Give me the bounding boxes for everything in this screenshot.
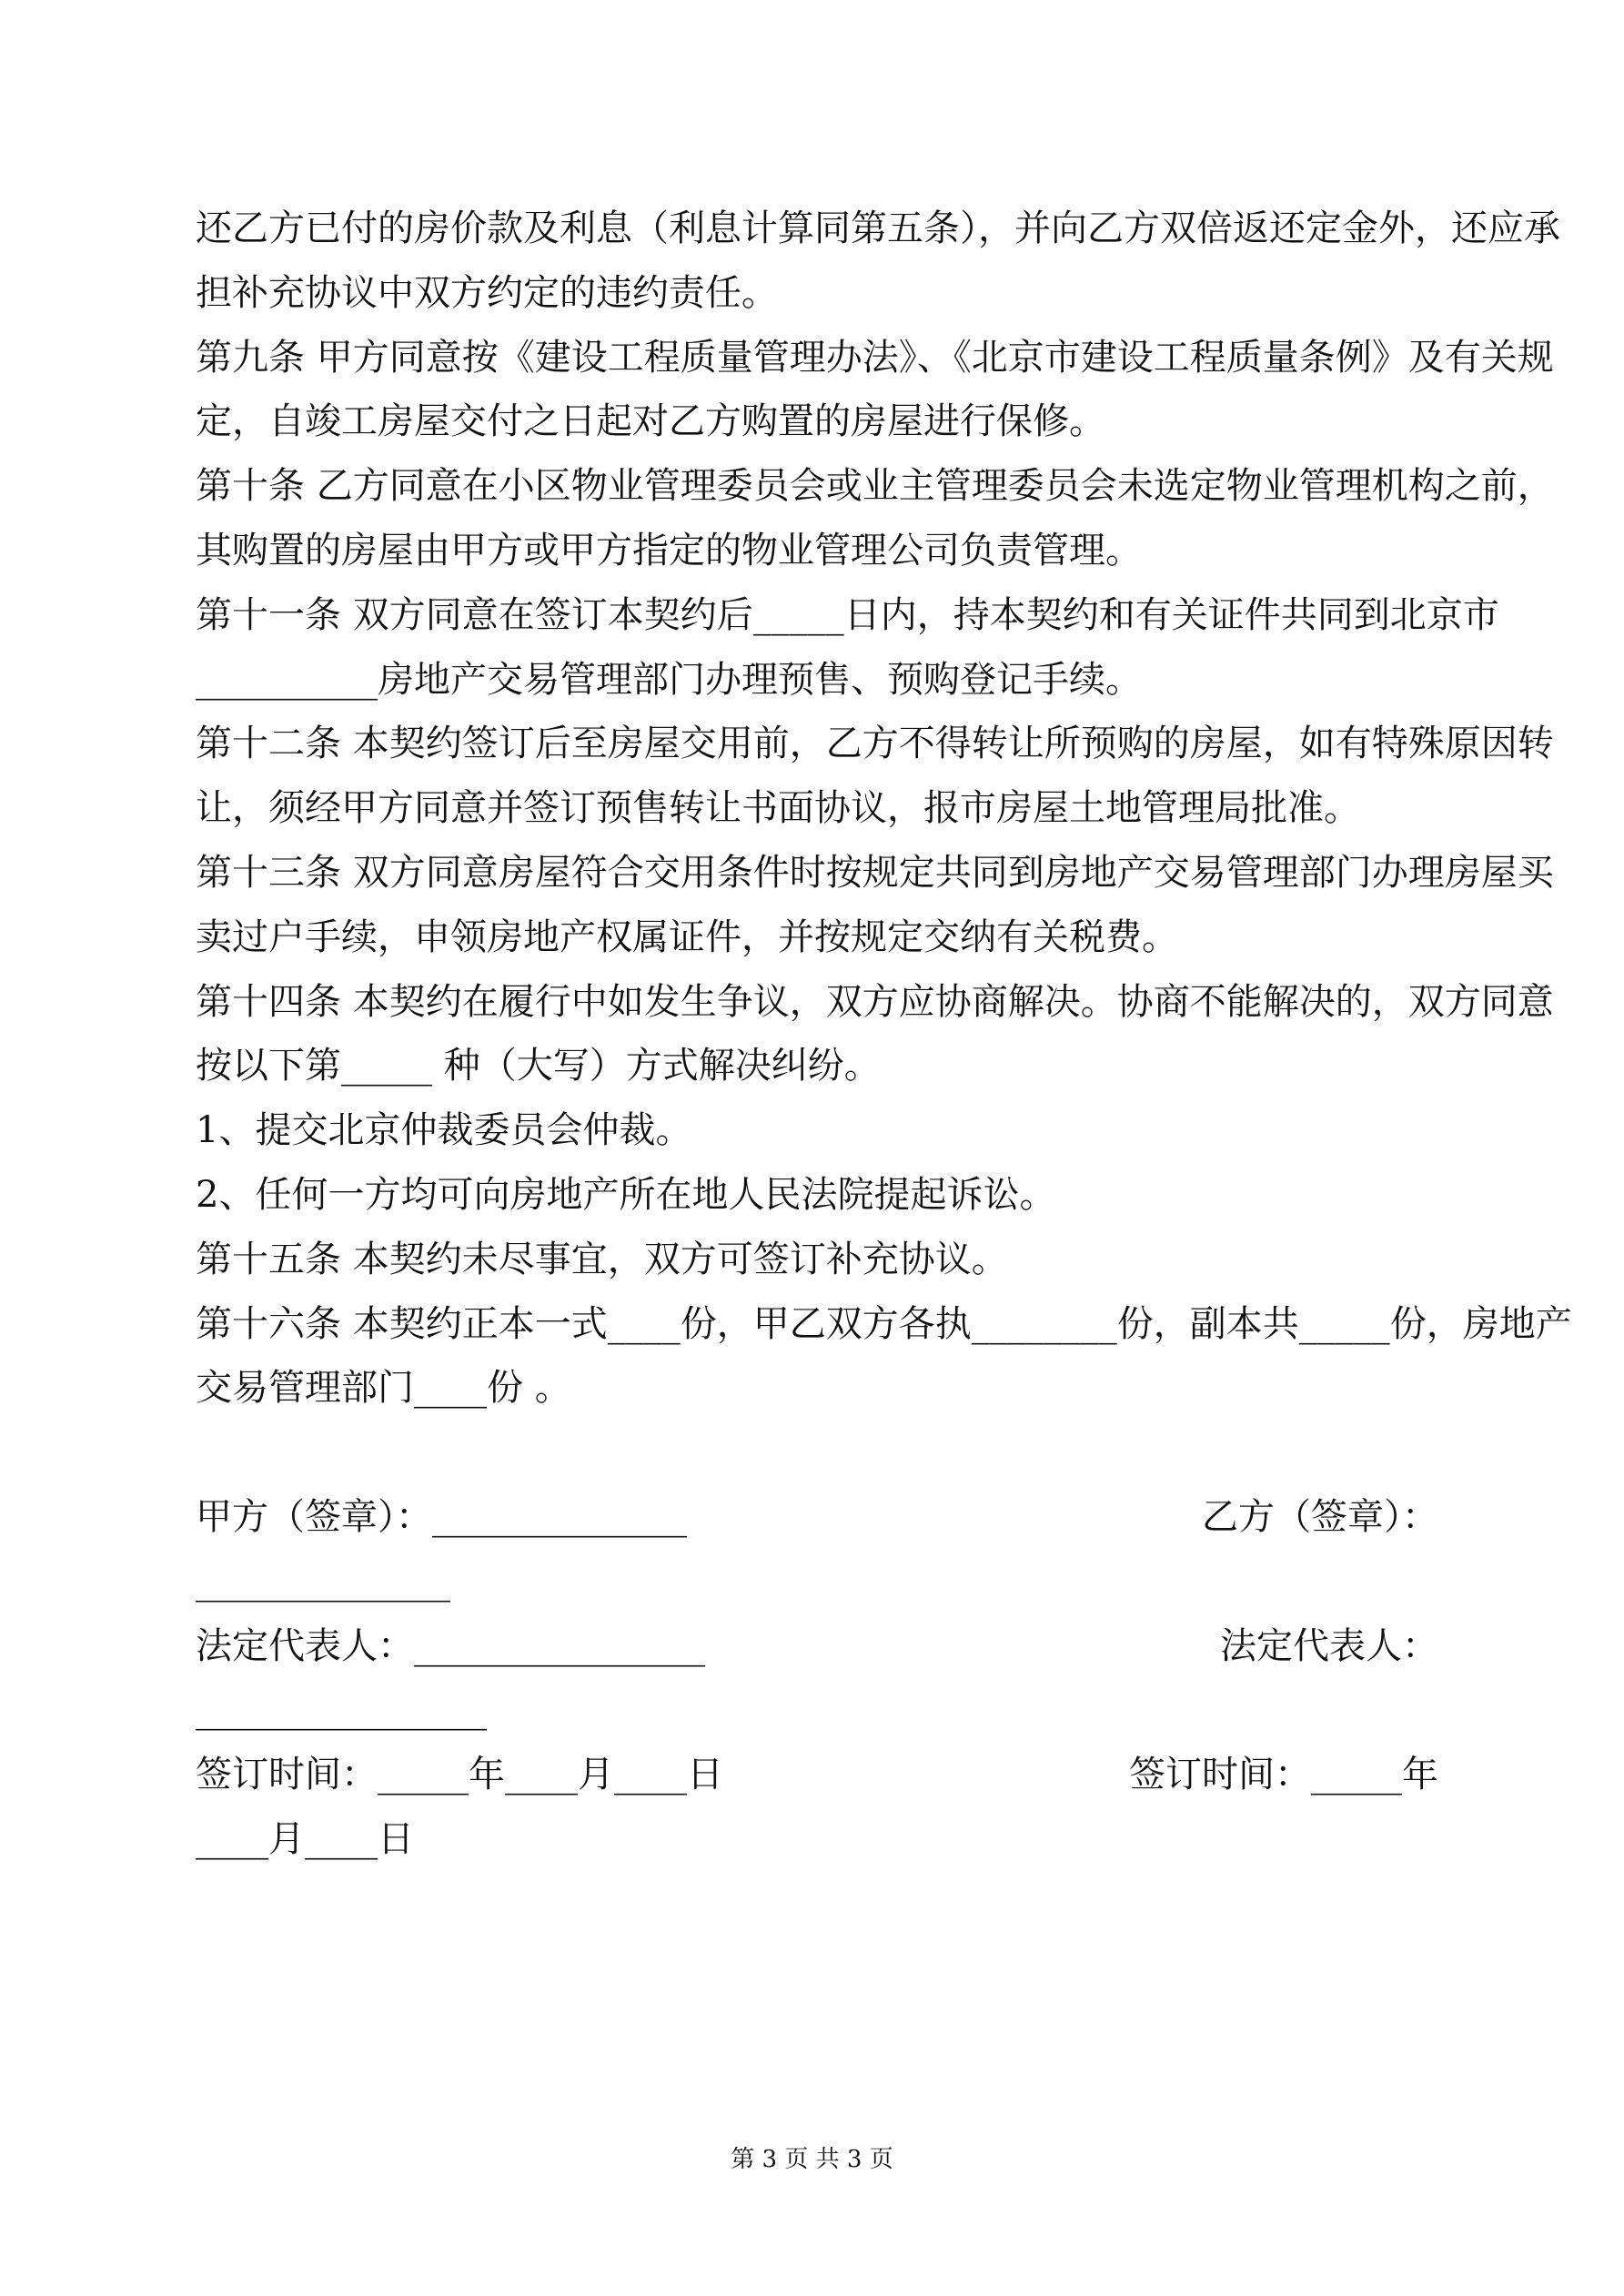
clause-line: 第十六条 本契约正本一式____份，甲乙双方各执________份，副本共_____份，房地产: [196, 1302, 1572, 1345]
party-a-seal: 甲方（签章）：______________: [196, 1495, 687, 1538]
clause-line: 担补充协议中双方约定的违约责任。: [196, 271, 778, 314]
party-b-representative-blank: ________________: [196, 1689, 487, 1732]
signing-date-row: [196, 1743, 1438, 1807]
party-b-representative: 法定代表人：: [1220, 1624, 1438, 1667]
clause-line: 卖过户手续，申领房地产权属证件，并按规定交纳有关税费。: [196, 915, 1178, 958]
clause-line: 第十五条 本契约未尽事宜，双方可签订补充协议。: [196, 1238, 1008, 1280]
party-b-signing-date-cont: ____月____日: [196, 1817, 414, 1860]
clause-line: 1、提交北京仲裁委员会仲裁。: [196, 1109, 692, 1152]
clause-line: 2、任何一方均可向房地产所在地人民法院提起诉讼。: [196, 1173, 1056, 1216]
clause-line: 第十一条 双方同意在签订本契约后_____日内，持本契约和有关证件共同到北京市: [196, 593, 1499, 636]
clause-line: 按以下第_____ 种（大写）方式解决纠纷。: [196, 1045, 881, 1087]
clause-line: 定，自竣工房屋交付之日起对乙方购置的房屋进行保修。: [196, 400, 1105, 443]
party-a-signing-date: 签订时间：_____年____月____日: [196, 1754, 723, 1796]
clause-line: 让，须经甲方同意并签订预售转让书面协议，报市房屋土地管理局批准。: [196, 787, 1360, 830]
clause-line: 第十三条 双方同意房屋符合交用条件时按规定共同到房地产交易管理部门办理房屋买: [196, 851, 1554, 894]
party-a-representative: 法定代表人：________________: [196, 1624, 705, 1667]
clause-line: 其购置的房屋由甲方或甲方指定的物业管理公司负责管理。: [196, 529, 1142, 571]
party-b-seal-blank: ______________: [196, 1560, 450, 1603]
clause-line: 还乙方已付的房价款及利息（利息计算同第五条），并向乙方双倍返还定金外，还应承: [196, 207, 1560, 249]
blank-row: [196, 1421, 1438, 1485]
clause-line: 交易管理部门____份 。: [196, 1367, 571, 1410]
party-b-seal: 乙方（签章）：: [1202, 1495, 1438, 1538]
clause-line: 第十四条 本契约在履行中如发生争议，双方应协商解决。协商不能解决的，双方同意: [196, 980, 1554, 1023]
clause-line: 第十二条 本契约签订后至房屋交用前，乙方不得转让所预购的房屋，如有特殊原因转: [196, 723, 1554, 765]
clause-line: __________房地产交易管理部门办理预售、预购登记手续。: [196, 658, 1142, 701]
page-footer: 第 3 页 共 3 页: [731, 2146, 893, 2173]
contract-clauses: [196, 197, 1572, 1421]
clause-line: 第十条 乙方同意在小区物业管理委员会或业主管理委员会未选定物业管理机构之前，: [196, 465, 1554, 508]
clause-line: 第九条 甲方同意按《建设工程质量管理办法》、《北京市建设工程质量条例》及有关规: [196, 336, 1554, 379]
representative-row: [196, 1614, 1438, 1679]
party-b-signing-date: 签订时间：_____年: [1129, 1754, 1438, 1796]
signature-seal-row: [196, 1485, 1438, 1550]
document-body: [196, 197, 1572, 1872]
